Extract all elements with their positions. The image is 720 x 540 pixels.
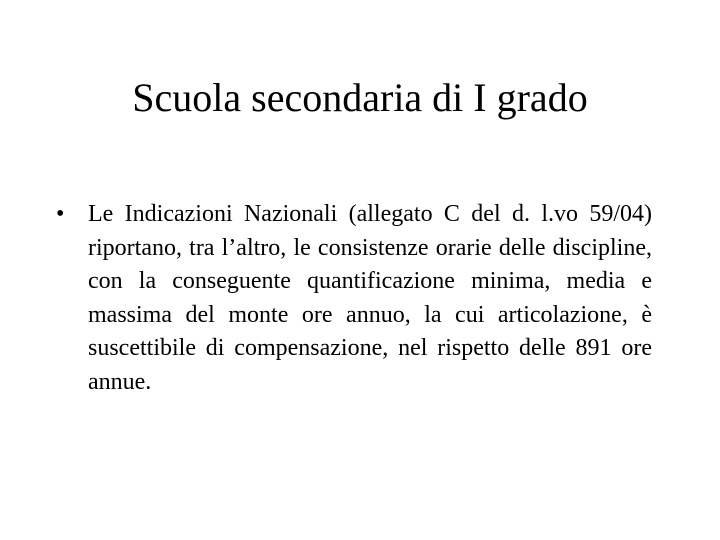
bullet-item xyxy=(56,198,652,399)
bullet-text: Le Indicazioni Nazionali (allegato C del d. l.vo 59/04) riportano, tra l’altro, le consistenze orarie delle discipline, con la conseguente quantificazione minima, media e massima del monte ore annuo, la cui articolazione, è suscettibile di compensazione, nel rispetto delle 891 ore annue. xyxy=(88,201,652,395)
bullet-list xyxy=(56,198,652,399)
slide-title: Scuola secondaria di I grado xyxy=(132,75,588,120)
bullet-marker: • xyxy=(56,201,65,227)
